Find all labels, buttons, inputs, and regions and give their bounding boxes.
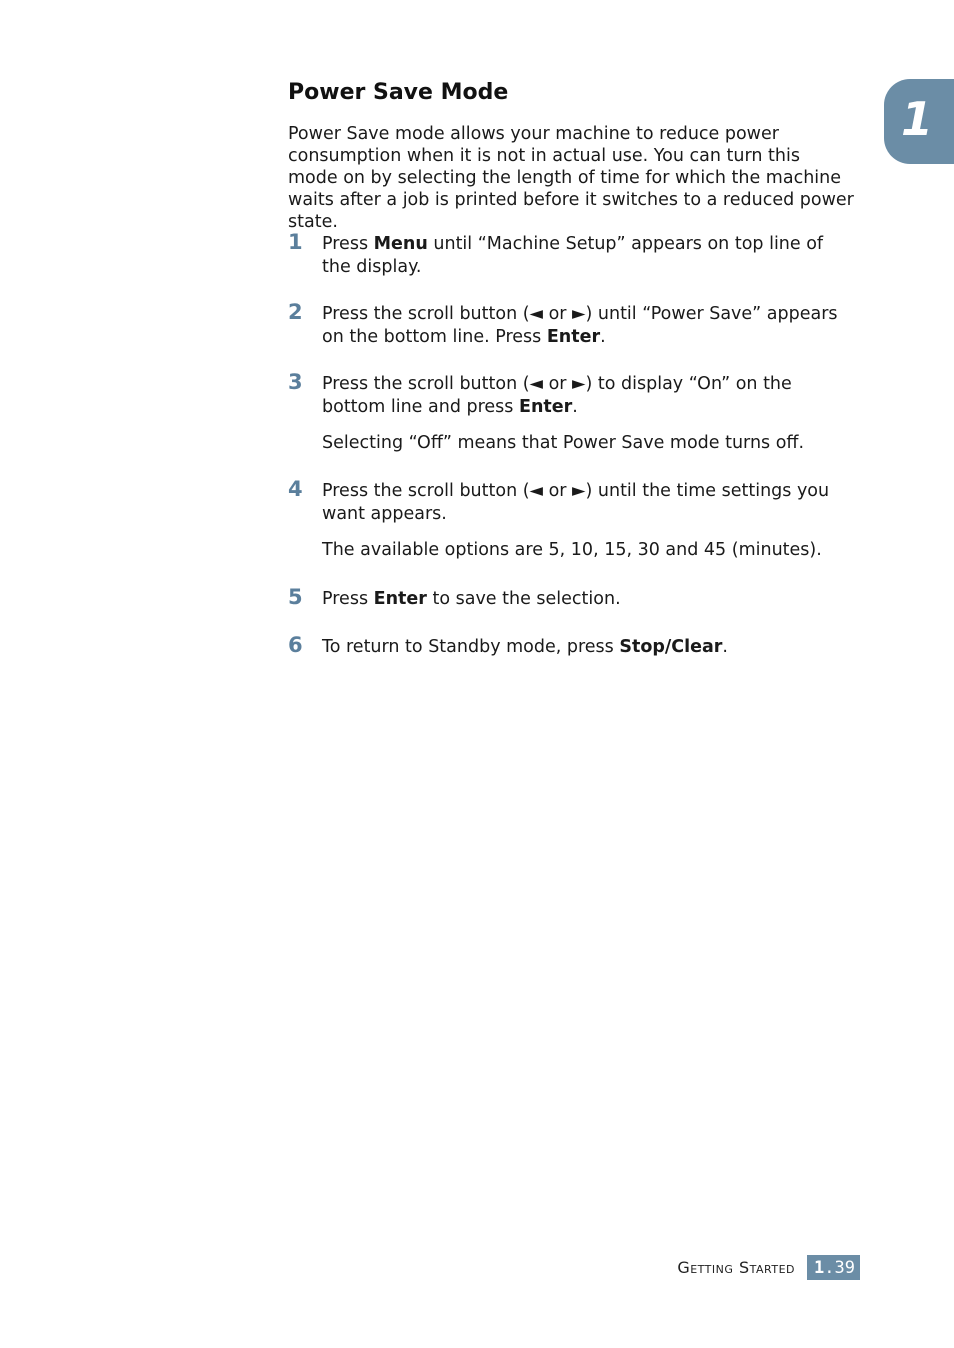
step-6 bbox=[288, 633, 854, 659]
step-text bbox=[322, 588, 854, 611]
step-text-part: . bbox=[572, 397, 578, 417]
step-text bbox=[322, 480, 854, 526]
step-text-part: until “Machine Setup” appears on top line of the display. bbox=[322, 234, 824, 277]
key-label-menu: Menu bbox=[373, 234, 428, 254]
step-1 bbox=[288, 230, 854, 279]
step-text-part: Press bbox=[322, 234, 374, 254]
step-text bbox=[322, 233, 854, 279]
key-label-enter: Enter bbox=[546, 327, 601, 347]
step-number: 3 bbox=[288, 370, 303, 394]
page-number-badge bbox=[807, 1255, 860, 1280]
step-5 bbox=[288, 585, 854, 611]
step-text-part: To return to Standby mode, press bbox=[322, 637, 620, 657]
step-number: 1 bbox=[288, 230, 303, 254]
step-text-part: Press bbox=[322, 589, 374, 609]
step-text-part: to save the selection. bbox=[426, 589, 621, 609]
step-number: 4 bbox=[288, 477, 303, 501]
step-number: 5 bbox=[288, 585, 303, 609]
key-label-stop-clear: Stop/Clear bbox=[619, 637, 723, 657]
step-text-part: . bbox=[722, 637, 728, 657]
step-4 bbox=[288, 477, 854, 562]
step-note: Selecting “Off” means that Power Save mode turns off. bbox=[322, 433, 805, 453]
chapter-tab bbox=[884, 79, 954, 164]
footer-chapter-number: 1 bbox=[814, 1257, 825, 1278]
key-label-enter: Enter bbox=[518, 397, 573, 417]
step-text-part: . bbox=[600, 327, 606, 347]
step-number: 2 bbox=[288, 300, 303, 324]
page-title: Power Save Mode bbox=[288, 80, 509, 105]
page-footer bbox=[677, 1255, 860, 1280]
step-text bbox=[322, 636, 854, 659]
step-3 bbox=[288, 370, 854, 455]
footer-section-label: Getting Started bbox=[677, 1258, 796, 1277]
intro-paragraph: Power Save mode allows your machine to reduce power consumption when it is not in actual use. You can turn this mode on by selecting the length of time for which the machine waits after a job is printed before it switches to a reduced power state. bbox=[288, 124, 854, 232]
step-text-part: Press the scroll button (◄ or ►) to display “On” on the bottom line and press bbox=[322, 374, 792, 417]
key-label-enter: Enter bbox=[373, 589, 427, 609]
step-note: The available options are 5, 10, 15, 30 and 45 (minutes). bbox=[322, 540, 822, 560]
step-text-part: Press the scroll button (◄ or ►) until the time settings you want appears. bbox=[322, 481, 830, 524]
step-text bbox=[322, 373, 854, 419]
step-2 bbox=[288, 300, 854, 349]
step-text-part: Press the scroll button (◄ or ►) until “Power Save” appears on the bottom line. Press bbox=[322, 304, 838, 347]
step-text bbox=[322, 303, 854, 349]
step-number: 6 bbox=[288, 633, 303, 657]
chapter-number: 1 bbox=[900, 92, 933, 146]
footer-page-number: .39 bbox=[824, 1257, 855, 1278]
